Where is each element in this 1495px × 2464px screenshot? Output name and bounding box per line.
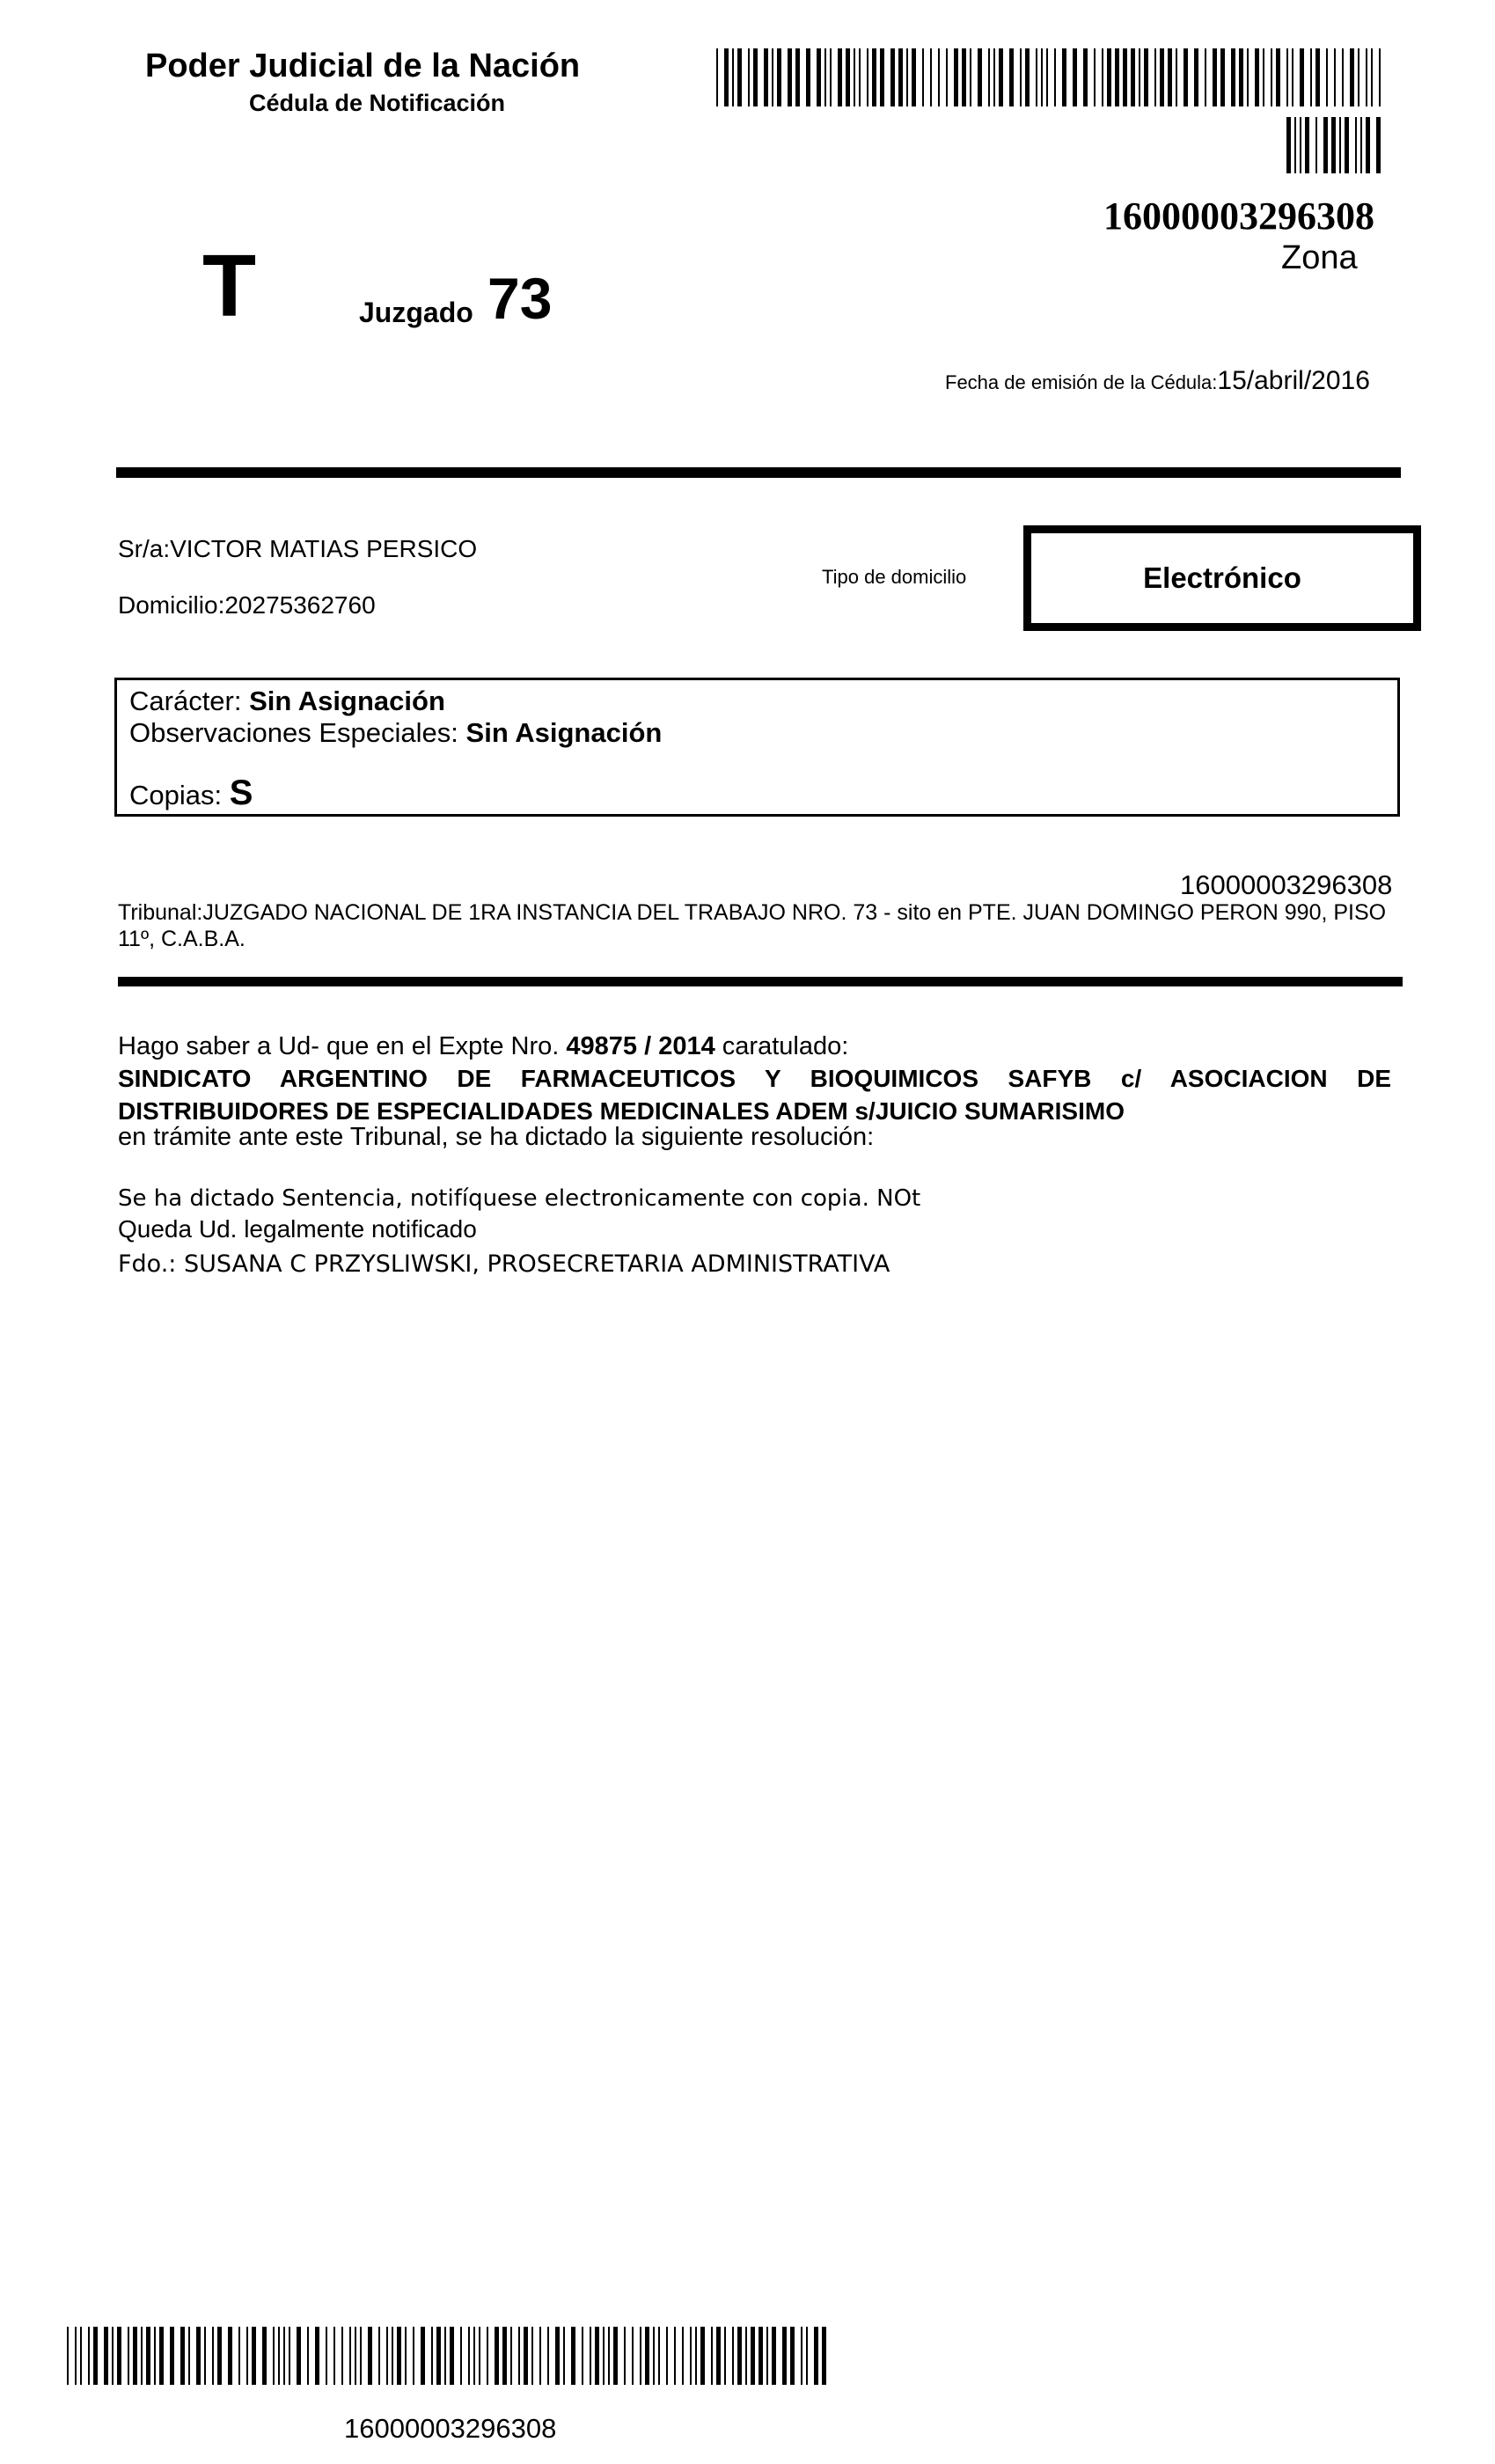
- barcode-bar: [1300, 117, 1301, 173]
- barcode-bar: [1205, 48, 1206, 106]
- barcode-bar: [632, 2327, 634, 2385]
- barcode-bar: [104, 2327, 108, 2385]
- barcode-bar: [814, 2327, 818, 2385]
- barcode-icon: [67, 2327, 832, 2385]
- barcode-bar: [817, 48, 821, 106]
- barcode-bar: [1046, 48, 1048, 106]
- barcode-bar: [360, 2327, 362, 2385]
- barcode-bar: [1315, 117, 1317, 173]
- barcode-bar: [495, 2327, 499, 2385]
- barcode-bar: [349, 2327, 351, 2385]
- barcode-bar: [1168, 48, 1172, 106]
- barcode-bar: [1292, 48, 1293, 106]
- barcode-bar: [487, 2327, 488, 2385]
- barcode-bar: [788, 48, 792, 106]
- barcode-bar: [946, 48, 948, 106]
- barcode-bar: [716, 2327, 721, 2385]
- caracter-label: Carácter:: [129, 686, 242, 716]
- tipo-domicilio-box: [1023, 525, 1421, 631]
- barcode-bar: [217, 2327, 222, 2385]
- barcode-bar: [1366, 117, 1370, 173]
- barcode-bar: [737, 48, 742, 106]
- barcode-bar: [436, 2327, 441, 2385]
- barcode-bar: [867, 48, 868, 106]
- barcode-bar: [368, 2327, 372, 2385]
- barcode-bar: [1107, 48, 1111, 106]
- barcode-bar: [510, 2327, 512, 2385]
- tribunal-text: Tribunal:JUZGADO NACIONAL DE 1RA INSTANCIA DEL TRABAJO NRO. 73 - sito en PTE. JUAN DOMINGO PERON 990, PISO 11º, C.A.B.A.: [118, 900, 1387, 951]
- barcode-bar: [1286, 117, 1291, 173]
- fecha-label: Fecha de emisión de la Cédula:: [945, 371, 1218, 393]
- barcode-bar: [75, 2327, 77, 2385]
- notificado-text: Queda Ud. legalmente notificado: [118, 1215, 477, 1243]
- document-serial-mid: 16000003296308: [1180, 869, 1393, 900]
- barcode-bar: [748, 48, 750, 106]
- barcode-bar: [479, 2327, 480, 2385]
- barcode-bar: [732, 48, 734, 106]
- barcode-bar: [724, 2327, 726, 2385]
- caratulado-text: caratulado:: [722, 1032, 849, 1060]
- tipo-domicilio-value: Electrónico: [1143, 561, 1301, 594]
- barcode-bar: [724, 48, 729, 106]
- barcode-bar: [1376, 117, 1381, 173]
- barcode-bar: [1213, 48, 1217, 106]
- barcode-bar: [539, 2327, 541, 2385]
- barcode-bar: [777, 48, 781, 106]
- barcode-bar: [999, 48, 1003, 106]
- tipo-domicilio-label: Tipo de domicilio: [822, 566, 967, 588]
- court-title: Poder Judicial de la Nación: [145, 48, 581, 84]
- barcode-bar: [252, 2327, 256, 2385]
- barcode-bar: [1379, 48, 1381, 106]
- barcode-bar: [413, 2327, 414, 2385]
- barcode-bar: [822, 2327, 826, 2385]
- barcode-bar: [912, 48, 916, 106]
- barcode-bar: [563, 2327, 565, 2385]
- barcode-bar: [806, 48, 810, 106]
- barcode-bar: [658, 2327, 660, 2385]
- barcode-icon: [716, 48, 1387, 106]
- barcode-bar: [872, 48, 876, 106]
- barcode-bar: [988, 48, 990, 106]
- barcode-icon: [1286, 117, 1385, 173]
- barcode-bar: [898, 48, 903, 106]
- barcode-bar: [758, 2327, 763, 2385]
- hago-saber-text: Hago saber a Ud- que en el Expte Nro.: [118, 1032, 560, 1060]
- barcode-bar: [772, 2327, 776, 2385]
- barcode-bar: [1331, 117, 1336, 173]
- barcode-bar: [1194, 48, 1198, 106]
- barcode-bar: [890, 48, 895, 106]
- barcode-bar: [1371, 48, 1373, 106]
- observaciones-value: Sin Asignación: [465, 717, 663, 748]
- barcode-bar: [473, 2327, 475, 2385]
- barcode-bar: [283, 2327, 285, 2385]
- document-serial: 16000003296308: [1103, 194, 1374, 238]
- barcode-bar: [1220, 48, 1225, 106]
- barcode-bar: [624, 2327, 626, 2385]
- copias-label: Copias:: [129, 780, 223, 810]
- barcode-bar: [1360, 117, 1362, 173]
- barcode-bar: [262, 2327, 267, 2385]
- barcode-bar: [603, 2327, 605, 2385]
- expediente-number: 49875 / 2014: [566, 1032, 715, 1060]
- caracter-line: [129, 686, 445, 717]
- barcode-bar: [460, 2327, 462, 2385]
- caratula-text: SINDICATO ARGENTINO DE FARMACEUTICOS Y BIOQUIMICOS SAFYB c/ ASOCIACION DE DISTRIBUIDORES DE ESPECIALIDADES MEDICINALES ADEM s/JUICIO SUMARISIMO: [118, 1065, 1391, 1125]
- barcode-bar: [1342, 48, 1344, 106]
- barcode-bar: [690, 2327, 692, 2385]
- fecha-emision: [945, 366, 1370, 396]
- barcode-bar: [518, 2327, 520, 2385]
- barcode-bar: [180, 2327, 185, 2385]
- barcode-bar: [674, 2327, 676, 2385]
- barcode-bar: [772, 48, 773, 106]
- barcode-bar: [795, 48, 800, 106]
- hago-saber-line: [118, 1032, 848, 1061]
- barcode-bar: [341, 2327, 343, 2385]
- barcode-bar: [1062, 48, 1066, 106]
- barcode-bar: [141, 2327, 143, 2385]
- juzgado-number: 73: [487, 266, 553, 331]
- barcode-bar: [117, 2327, 121, 2385]
- barcode-bar: [1358, 48, 1359, 106]
- barcode-bar: [273, 2327, 275, 2385]
- barcode-bar: [1123, 48, 1127, 106]
- barcode-bar: [571, 2327, 575, 2385]
- barcode-bar: [524, 2327, 528, 2385]
- firma-text: Fdo.: SUSANA C PRZYSLIWSKI, PROSECRETARIA ADMINISTRATIVA: [118, 1250, 890, 1278]
- barcode-bar: [133, 2327, 137, 2385]
- observaciones-line: [129, 717, 662, 749]
- barcode-bar: [711, 2327, 713, 2385]
- barcode-bar: [397, 2327, 401, 2385]
- barcode-bar: [1184, 48, 1188, 106]
- barcode-bar: [1231, 48, 1235, 106]
- barcode-bar: [93, 2327, 98, 2385]
- tipo-letter: T: [202, 237, 257, 335]
- barcode-bar: [204, 2327, 206, 2385]
- barcode-bar: [1115, 48, 1119, 106]
- barcode-bar: [1025, 48, 1030, 106]
- barcode-bar: [289, 2327, 290, 2385]
- barcode-bar: [745, 2327, 747, 2385]
- destinatario-domicilio: Domicilio:20275362760: [118, 591, 376, 619]
- barcode-bar: [212, 2327, 214, 2385]
- barcode-bar: [1094, 48, 1096, 106]
- barcode-bar: [993, 48, 995, 106]
- copias-value: S: [229, 774, 253, 812]
- barcode-bar: [1160, 48, 1164, 106]
- barcode-bar: [1247, 48, 1249, 106]
- barcode-bar: [196, 2327, 201, 2385]
- tramite-text: en trámite ante este Tribunal, se ha dictado la siguiente resolución:: [118, 1123, 875, 1151]
- barcode-bar: [238, 2327, 240, 2385]
- barcode-bar: [859, 48, 861, 106]
- barcode-bar: [531, 2327, 533, 2385]
- barcode-bar: [922, 48, 924, 106]
- barcode-bar: [782, 2327, 787, 2385]
- barcode-bar: [1323, 117, 1328, 173]
- barcode-bar: [392, 2327, 393, 2385]
- barcode-bar: [970, 48, 971, 106]
- barcode-bar: [753, 48, 758, 106]
- barcode-bar: [930, 48, 932, 106]
- barcode-bar: [421, 2327, 425, 2385]
- copias-line: [129, 774, 253, 813]
- barcode-bar: [640, 2327, 641, 2385]
- barcode-bar: [128, 2327, 129, 2385]
- barcode-bar: [159, 2327, 164, 2385]
- barcode-bar: [700, 2327, 705, 2385]
- barcode-bar: [1366, 48, 1367, 106]
- barcode-bar: [1036, 48, 1037, 106]
- barcode-bar: [1154, 48, 1156, 106]
- barcode-bar: [67, 2327, 69, 2385]
- barcode-bar: [333, 2327, 335, 2385]
- barcode-bar: [595, 2327, 599, 2385]
- barcode-bar: [1294, 117, 1296, 173]
- barcode-bar: [80, 2327, 82, 2385]
- barcode-bar: [307, 2327, 309, 2385]
- barcode-bar: [146, 2327, 150, 2385]
- barcode-bar: [326, 2327, 327, 2385]
- barcode-bar: [764, 48, 768, 106]
- barcode-bar: [846, 48, 850, 106]
- barcode-bar: [1073, 48, 1077, 106]
- barcode-bar: [1041, 48, 1043, 106]
- barcode-bar: [502, 2327, 507, 2385]
- barcode-bar: [468, 2327, 470, 2385]
- barcode-bar: [1083, 48, 1088, 106]
- barcode-bar: [1176, 48, 1177, 106]
- barcode-bar: [278, 2327, 280, 2385]
- barcode-bar: [824, 48, 826, 106]
- barcode-bar: [653, 2327, 655, 2385]
- barcode-bar: [954, 48, 958, 106]
- observaciones-label: Observaciones Especiales:: [129, 717, 458, 748]
- barcode-bar: [1054, 48, 1056, 106]
- barcode-bar: [431, 2327, 433, 2385]
- barcode-bar: [695, 2327, 697, 2385]
- barcode-bar: [1263, 48, 1264, 106]
- barcode-bar: [732, 2327, 734, 2385]
- barcode-bar: [608, 2327, 610, 2385]
- barcode-bar: [682, 2327, 684, 2385]
- barcode-bar: [962, 48, 966, 106]
- barcode-bar: [1345, 117, 1349, 173]
- barcode-bar: [450, 2327, 454, 2385]
- barcode-bar: [806, 2327, 808, 2385]
- barcode-bar: [854, 48, 855, 106]
- barcode-bar: [751, 2327, 755, 2385]
- barcode-bar: [938, 48, 940, 106]
- barcode-bar: [1255, 48, 1259, 106]
- barcode-bar: [1310, 48, 1312, 106]
- document-subtitle: Cédula de Notificación: [249, 90, 506, 116]
- document-serial-bottom: 16000003296308: [344, 2413, 557, 2444]
- barcode-bar: [355, 2327, 356, 2385]
- barcode-bar: [590, 2327, 591, 2385]
- detalles-box: [114, 678, 1400, 817]
- barcode-bar: [315, 2327, 319, 2385]
- barcode-bar: [716, 48, 718, 106]
- barcode-bar: [766, 2327, 768, 2385]
- barcode-bar: [838, 48, 842, 106]
- barcode-bar: [1144, 48, 1148, 106]
- divider: [116, 467, 1401, 478]
- barcode-bar: [880, 48, 884, 106]
- juzgado-label: Juzgado: [359, 297, 473, 328]
- barcode-bar: [801, 2327, 802, 2385]
- barcode-bar: [378, 2327, 380, 2385]
- barcode-bar: [737, 2327, 742, 2385]
- barcode-bar: [613, 2327, 618, 2385]
- barcode-bar: [1020, 48, 1022, 106]
- barcode-bar: [297, 2327, 301, 2385]
- barcode-bar: [1131, 48, 1135, 106]
- barcode-bar: [978, 48, 982, 106]
- barcode-bar: [444, 2327, 446, 2385]
- barcode-bar: [1355, 117, 1357, 173]
- barcode-bar: [154, 2327, 156, 2385]
- barcode-bar: [830, 48, 832, 106]
- barcode-bar: [1102, 48, 1103, 106]
- barcode-bar: [170, 2327, 174, 2385]
- barcode-bar: [1334, 48, 1336, 106]
- barcode-bar: [1139, 48, 1140, 106]
- divider: [118, 977, 1403, 986]
- barcode-bar: [1326, 48, 1328, 106]
- barcode-bar: [88, 2327, 90, 2385]
- barcode-bar: [228, 2327, 232, 2385]
- destinatario-nombre: Sr/a:VICTOR MATIAS PERSICO: [118, 535, 478, 562]
- fecha-value: 15/abril/2016: [1217, 366, 1370, 395]
- barcode-bar: [405, 2327, 407, 2385]
- barcode-bar: [666, 2327, 668, 2385]
- barcode-bar: [547, 2327, 549, 2385]
- barcode-bar: [906, 48, 908, 106]
- barcode-bar: [1305, 117, 1309, 173]
- barcode-bar: [1271, 48, 1272, 106]
- barcode-bar: [1350, 48, 1354, 106]
- zona-label: Zona: [1281, 239, 1358, 276]
- barcode-bar: [112, 2327, 114, 2385]
- barcode-bar: [386, 2327, 388, 2385]
- barcode-bar: [246, 2327, 248, 2385]
- barcode-bar: [188, 2327, 190, 2385]
- barcode-bar: [645, 2327, 649, 2385]
- barcode-bar: [1009, 48, 1014, 106]
- barcode-bar: [1286, 48, 1288, 106]
- barcode-bar: [1315, 48, 1320, 106]
- caracter-value: Sin Asignación: [249, 686, 445, 716]
- barcode-bar: [1300, 48, 1304, 106]
- barcode-bar: [790, 2327, 795, 2385]
- barcode-bar: [1339, 117, 1341, 173]
- barcode-bar: [582, 2327, 583, 2385]
- barcode-bar: [1276, 48, 1280, 106]
- barcode-bar: [555, 2327, 560, 2385]
- barcode-bar: [1239, 48, 1243, 106]
- resolucion-text: Se ha dictado Sentencia, notifíquese electronicamente con copia. NOt: [118, 1185, 921, 1212]
